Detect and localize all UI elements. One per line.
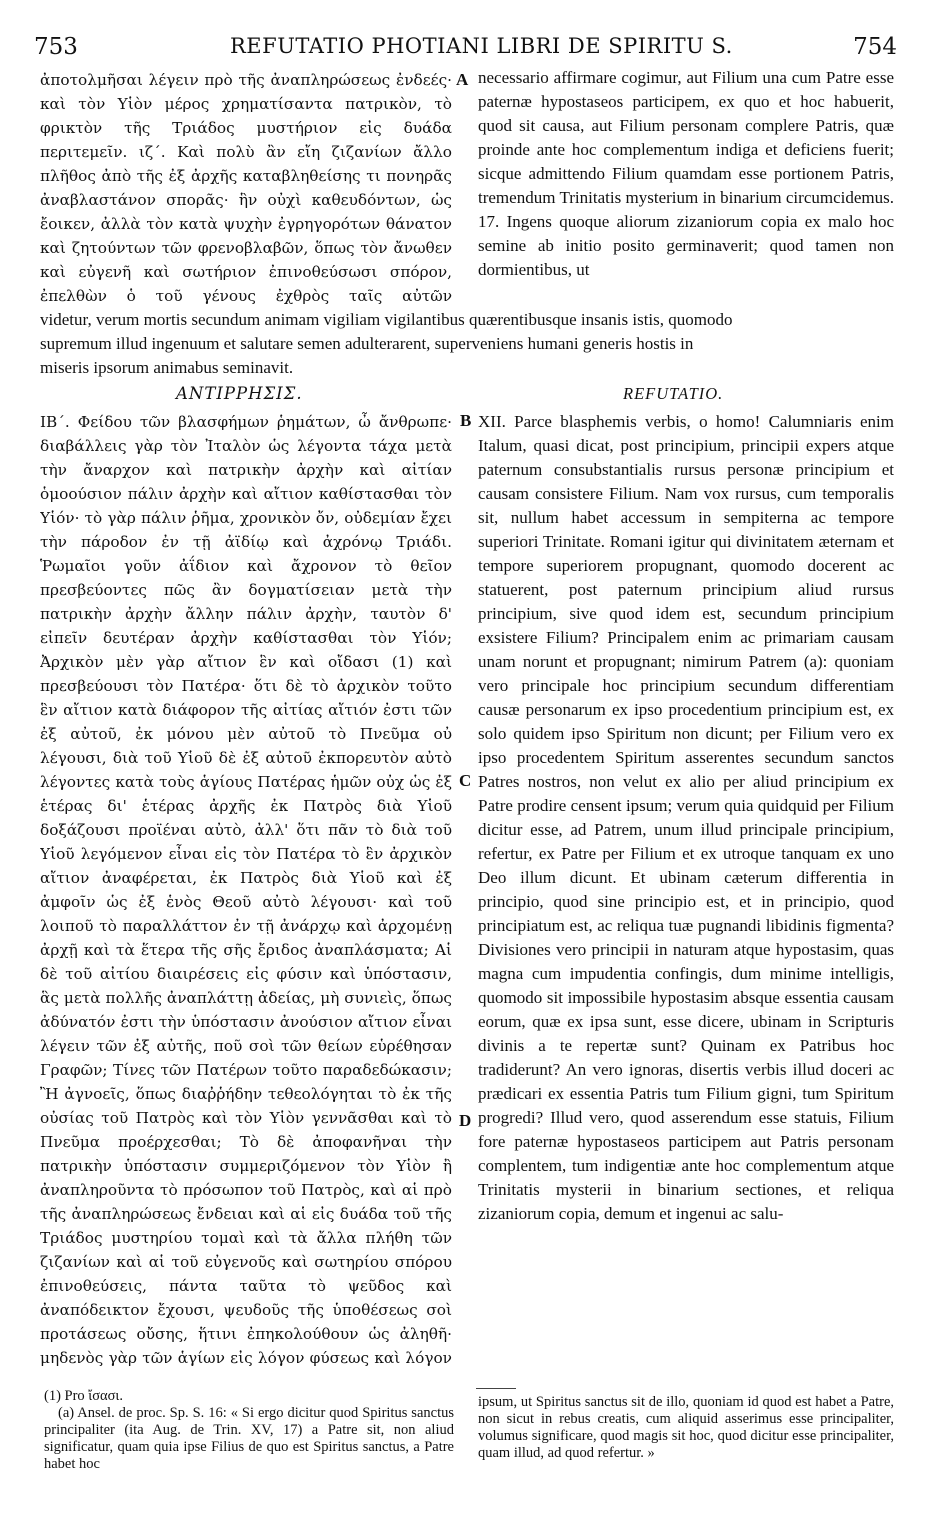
- margin-marker-c: C: [459, 771, 472, 790]
- margin-marker-d: D: [459, 1111, 472, 1130]
- latin-column-top: [478, 66, 894, 306]
- greek-column-top: [40, 68, 452, 308]
- latin-column-main: [478, 410, 894, 1370]
- latin-section-title: REFUTATIO.: [623, 384, 724, 403]
- latin-paragraph-top: necessario affirmare cogimur, aut Filium una cum Patre esse paternæ hypostaseos participem, ex quo et hoc habuerit, quod sit causa, aut Filium personam complere Patris, quæ proinde ante hoc complementum indiga et deficiens fuerit; sicque admittendo Filium quamdam esse portionem Patris, tremendum Trinitatis mysterium in binarium circumcidemus. 17. Ingens quoque aliorum zizaniorum copia ex malo hoc semine ab initio posito germinaverit; quod tamen non dormientibus, ut: [478, 68, 894, 279]
- footnote-a: (a) Ansel. de proc. Sp. S. 16: « Si ergo dicitur quod Spiritus sanctus principaliter (ita Aug. de Trin. XV, 17) a Patre sit, non aliud significatur, quam quia ipse Filius de quo est Spiritus sanctus, a Patre habet hoc: [44, 1405, 454, 1472]
- margin-marker-a: A: [456, 70, 469, 89]
- greek-section-title: ΑΝΤΙΡΡΗΣΙΣ.: [176, 384, 303, 403]
- footnotes-right: [478, 1394, 894, 1462]
- footnote-1: (1) Pro ἴσασι.: [44, 1388, 123, 1404]
- greek-paragraph-top: ἀποτολμῆσαι λέγειν πρὸ τῆς ἀναπληρώσεως ἐνδεές· καὶ τὸν Υἱὸν μέρος χρηματίσαντα πατρικὸν, τὸ φρικτὸν τῆς Τριάδος μυστήριον εἰς δυάδα περιτεμεῖν. ιζ΄. Καὶ πολὺ ἂν εἴη ζιζανίων ἄλλο πλῆθος ἀπὸ τῆς ἐξ ἀρχῆς καταβληθείσης τι πονηρᾶς ἀναβλαστάνον σπορᾶς· ἣν οὐχὶ καθευδόντων, ὡς ἔοικεν, ἀλλὰ τὸν κατὰ ψυχὴν ἐγρηγορότων θάνατον καὶ ζητούντων τῶν φρενοβλαβῶν, ὅπως τὸν ἄνωθεν καὶ εὐγενῆ καὶ σωτήριον ἐπινοθεύσωσι σπόρον, ἐπελθὼν ὁ τοῦ γένους ἐχθρὸς ταῖς αὐτῶν: [40, 71, 452, 305]
- page-number-right: 754: [853, 34, 897, 60]
- latin-paragraph-main: XII. Parce blasphemis verbis, o homo! Calumniaris enim Italum, quasi dicat, post principium, principii expers atque paternum consubstantialis rursus personæ principium et causam consistere Filium. Nam vox rursus, cum temporalis sit, nullum habet accessum in sempiterna ac tempore superiori Trinitate. Romani igitur qui divinitatem æternam et tempore superiorem propugnant, quomodo docerent ac statuerent, post paternum principium aliud rursus principium, sive quod idem est, secundum principium exsistere Filium? Principalem enim ac primariam causam unam norunt et propugnant; nimirum Patrem (a): quoniam vero principale hoc principium secundum differentiam causæ personarum ex ipso procedentium principium est, ex solo quidem ipso Spiritum non dicunt; per Filium vero ex ipso procedentem Spiritum asserentes secundum sanctos Patres nostros, non velut ex alio per aliud principium ex Patre prodire censent ipsum; verum quia quidquid per Filium dicitur esse, ad Patrem, unum illud principale principium, refertur, ex Patre per Filium et ex utroque tanquam ex uno Deo illum dicunt. Et ubinam cæterum differentia in principio, quod sine principio est, et in principio, quod principiatum est, ac reliqua tuæ pugnandi libidinis figmenta? Divisiones vero principii in naturam atque hypostasim, quas magna cum impudentia confingis, dum minime intelligis, quomodo sit impossibile hypostasim absque essentia causam eorum, quæ ex ipsa sunt, esse dicere, ubinam in Scripturis divinis a te repertæ sunt? Quinam ex Patribus hoc tradiderunt? An vero ignoras, disertis verbis illud doceri ac prædicari ex essentia Patris tum Filium gigni, tum Spiritum progredi? Illud vero, quod asserendum esse statuis, Filium fore paternæ hypostaseos participem aut Patris personam complentem, tum indigentiæ ante hoc complementum atque Trinitatis mysterii in binarium sectiones, et reliqua zizaniorum copia, demum et ingenui ac salu-: [478, 412, 894, 1223]
- running-title: REFUTATIO PHOTIANI LIBRI DE SPIRITU S.: [230, 34, 733, 58]
- margin-marker-b: B: [460, 411, 472, 430]
- footnotes-left: [44, 1388, 454, 1473]
- greek-column-main: [40, 410, 452, 1370]
- page-number-left: 753: [34, 34, 78, 60]
- footnote-divider: [476, 1388, 516, 1389]
- footnote-a-continued: ipsum, ut Spiritus sanctus sit de illo, quoniam id quod est habet a Patre, non sicut in rebus creatis, cum aliquid asserimus esse principaliter, volumus significare, quod magis sit hoc, quod dicitur esse principaliter, quam illud, ad quod refertur. »: [478, 1394, 894, 1461]
- greek-paragraph-main: ΙΒ΄. Φείδου τῶν βλασφήμων ῥημάτων, ὦ ἄνθρωπε· διαβάλλεις γὰρ τὸν Ἰταλὸν ὡς λέγοντα τάχα μετὰ τὴν ἄναρχον καὶ πατρικὴν ἀρχὴν καὶ αἰτίαν ὁμοούσιον πάλιν ἀρχὴν καὶ αἴτιον καθίστασθαι τὸν Υἱόν· τὸ γὰρ πάλιν ῥῆμα, χρονικὸν ὄν, οὐδεμίαν ἔχει τὴν πάροδον ἐν τῇ ἀϊδίῳ καὶ ἀχρόνῳ Τριάδι. Ῥωμαῖοι γοῦν ἀΐδιον καὶ ἄχρονον τὸ θεῖον πρεσβεύοντες πῶς ἂν δογματίσειαν μετὰ τὴν πατρικὴν ἀρχὴν ἄλλην πάλιν ἀρχὴν, ταυτὸν δ' εἰπεῖν δευτέραν ἀρχὴν καθίστασθαι τὸν Υἱόν; Ἀρχικὸν μὲν γὰρ αἴτιον ἓν καὶ οἴδασι (1) καὶ πρεσβεύουσι τὸν Πατέρα· ὅτι δὲ τὸ ἀρχικὸν τοῦτο ἓν αἴτιον κατὰ διάφορον τῆς αἰτίας αἴτιόν ἐστι τῶν ἐξ αὐτοῦ, ἐκ μόνου μὲν αὐτοῦ τὸ Πνεῦμα οὐ λέγουσι, διὰ τοῦ Υἱοῦ δὲ ἐξ αὐτοῦ ἐκπορευτὸν αὐτὸ λέγοντες κατὰ τοὺς ἁγίους Πατέρας ἡμῶν οὐχ ὡς ἐξ ἑτέρας δι' ἑτέρας ἀρχῆς ἐκ Πατρὸς διὰ Υἱοῦ δοξάζουσι προϊέναι αὐτὸ, ἀλλ' ὅτι πᾶν τὸ διὰ τοῦ Υἱοῦ λεγόμενον εἶναι εἰς τὸν Πατέρα τὸ ἓν ἀρχικὸν αἴτιον ἀναφέρεται, ἐκ Πατρὸς διὰ Υἱοῦ καὶ ἐξ ἀμφοῖν ὡς ἐξ ἑνὸς Θεοῦ αὐτὸ λέγουσι· καὶ τοῦ λοιποῦ τὸ παραλλάττον ἐν τῇ ἀνάρχῳ καὶ ἀρχομένῃ ἀρχῇ καὶ τὰ ἕτερα τῆς σῆς ἔριδος ἀναπλάσματα; Αἱ δὲ τοῦ αἰτίου διαιρέσεις εἰς φύσιν καὶ ὑπόστασιν, ἃς μετὰ πολλῆς ἀναπλάττῃ ἀδείας, μὴ συνιεὶς, ὅπως ἀδύνατόν ἐστι τὴν ὑπόστασιν ἀνούσιον αἴτιον εἶναι λέγειν τῶν ἐξ αὐτῆς, ποῦ σοὶ τῶν θείων εὑρέθησαν Γραφῶν; Τίνες τῶν Πατέρων τοῦτο παραδεδώκασιν; Ἢ ἀγνοεῖς, ὅπως διαῤῥήδην τεθεολόγηται τὸ ἐκ τῆς οὐσίας τοῦ Πατρὸς καὶ τὸν Υἱὸν γεννᾶσθαι καὶ τὸ Πνεῦμα προέρχεσθαι; Τὸ δὲ ἀποφανῆναι τὴν πατρικὴν ὑπόστασιν συμμεριζόμενον τὸν Υἱὸν ἢ ἀναπληροῦντα τὸ πρόσωπον τοῦ Πατρὸς, καὶ αἱ πρὸ τῆς ἀναπληρώσεως ἔνδειαι καὶ αἱ εἰς δυάδα τοῦ τῆς Τριάδος μυστηρίου τομαὶ καὶ τὰ ἄλλα πλήθη τῶν ζιζανίων καὶ αἱ τοῦ εὐγενοῦς καὶ σωτηρίου σπόρου ἐπινοθεύσεις, πάντα ταῦτα τὸ ψεῦδος καὶ ἀναπόδεικτον ἔχουσι, ψευδοῦς τῆς ὑποθέσεως σοὶ προτάσεως οὔσης, ἥτινι ἐπηκολούθουν ὡς ἀληθῆ· μηδενὸς γὰρ τῶν ἁγίων εἰς λόγον φύσεως καὶ λόγον: [40, 413, 452, 1367]
- latin-full-line-2: supremum illud ingenuum et salutare semen adulterarent, superveniens humani generis hostis in: [40, 334, 694, 353]
- latin-full-line-3: miseris ipsorum animabus seminavit.: [40, 358, 294, 377]
- latin-full-line-1: videtur, verum mortis secundum animam vigiliam vigilantibus quærentibusque insanis istis, quomodo: [40, 310, 733, 329]
- page-header: [0, 34, 927, 64]
